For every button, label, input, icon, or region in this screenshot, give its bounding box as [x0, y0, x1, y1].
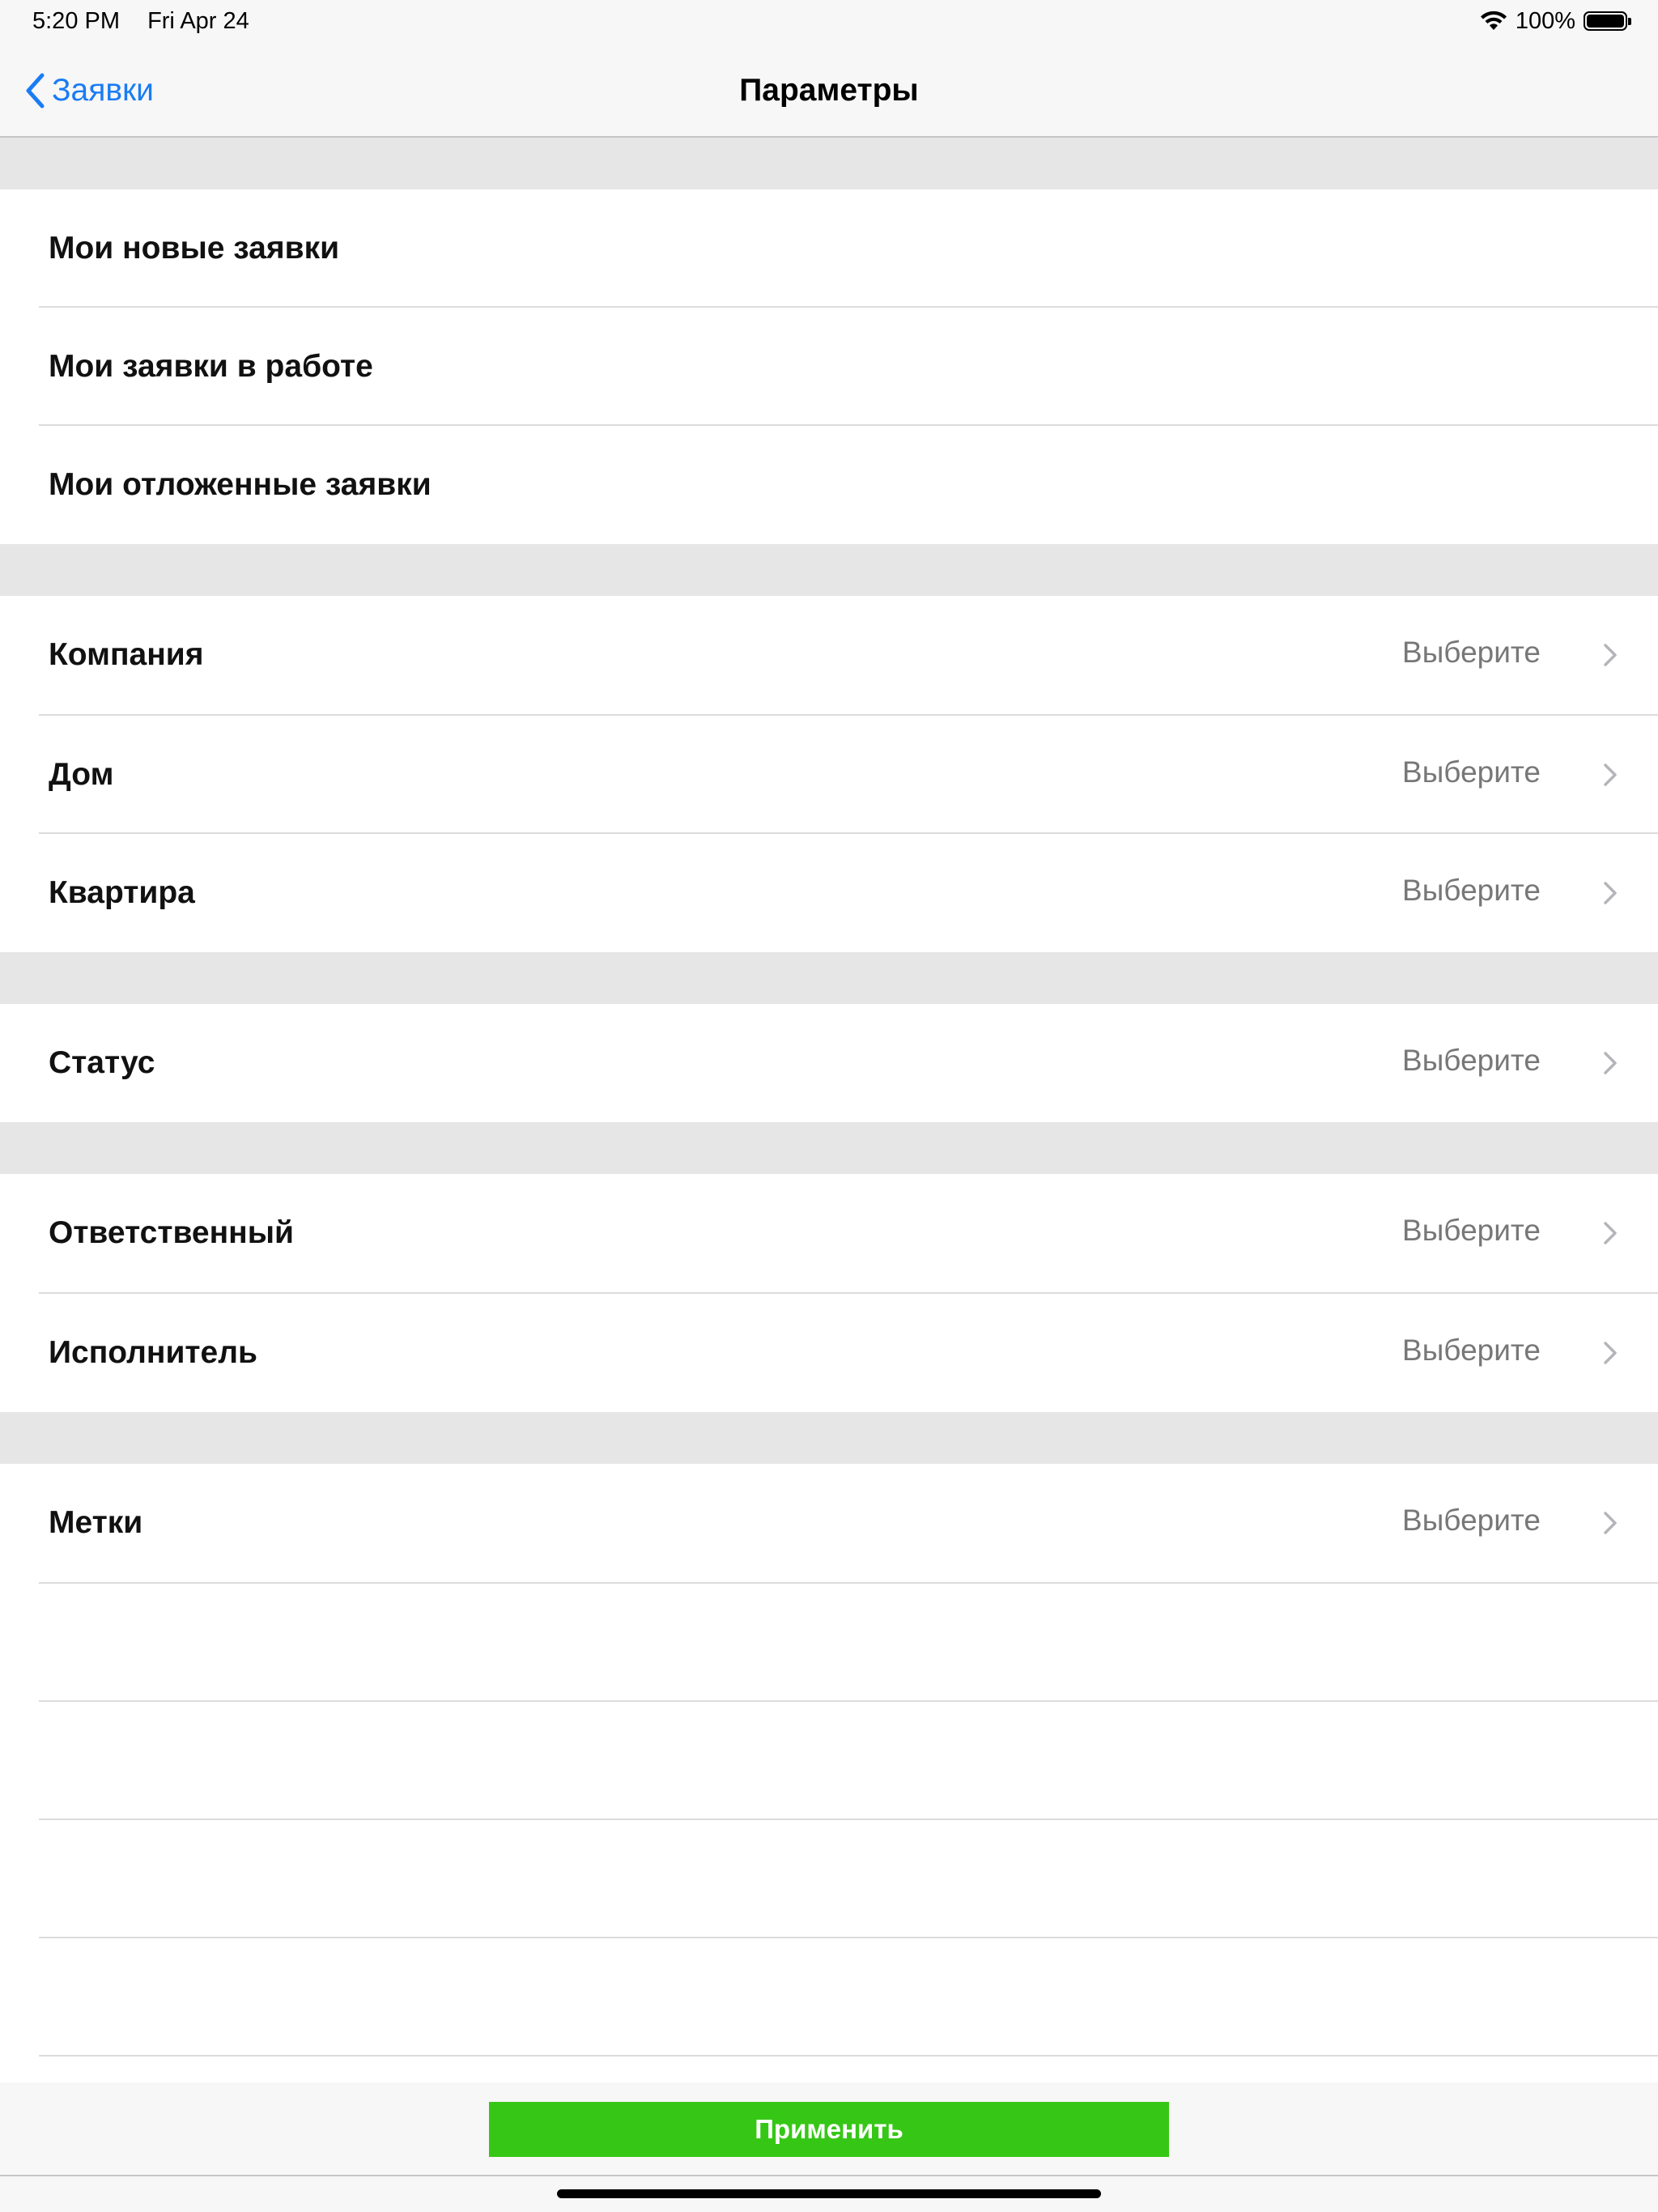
row-value: Выберите: [1402, 1334, 1541, 1367]
filter-row-responsible[interactable]: [0, 1174, 1658, 1292]
row-label: Мои новые заявки: [49, 231, 340, 266]
row-value: Выберите: [1402, 874, 1541, 907]
filter-row-apartment[interactable]: [0, 834, 1658, 952]
row-label: Статус: [49, 1045, 155, 1080]
row-divider: [39, 1582, 1658, 1584]
section-gap: [0, 544, 1658, 596]
row-divider: [39, 1937, 1658, 1938]
status-right: [1480, 6, 1627, 36]
chevron-right-icon: [1603, 1051, 1618, 1075]
chevron-right-icon: [1603, 763, 1618, 787]
section-gap: [0, 952, 1658, 1004]
row-value: Выберите: [1402, 1214, 1541, 1247]
status-left: [32, 8, 270, 35]
section-gap: [0, 1412, 1658, 1464]
chevron-right-icon: [1603, 643, 1618, 667]
status-time: 5:20 PM: [32, 8, 120, 34]
wifi-icon: [1480, 11, 1507, 32]
row-label: Метки: [49, 1505, 143, 1540]
filter-row-house[interactable]: [0, 716, 1658, 834]
row-label: Ответственный: [49, 1215, 294, 1250]
row-label: Квартира: [49, 875, 195, 910]
home-indicator: [557, 2189, 1101, 2198]
row-divider: [39, 1700, 1658, 1702]
row-value: Выберите: [1402, 1504, 1541, 1537]
status-bar: [0, 0, 1658, 44]
chevron-right-icon: [1603, 1341, 1618, 1365]
back-button-label: Заявки: [52, 73, 154, 108]
row-value: Выберите: [1402, 1044, 1541, 1077]
apply-button[interactable]: Применить: [489, 2102, 1169, 2157]
row-label: Мои заявки в работе: [49, 349, 373, 384]
row-label: Компания: [49, 637, 204, 672]
battery-percent: 100%: [1515, 7, 1575, 34]
row-label: Дом: [49, 757, 114, 792]
chevron-right-icon: [1603, 1221, 1618, 1245]
filter-row-status[interactable]: [0, 1004, 1658, 1122]
row-divider: [39, 1819, 1658, 1820]
section-gap: [0, 1122, 1658, 1174]
filter-row-my-postponed[interactable]: [0, 426, 1658, 544]
filter-row-executor[interactable]: [0, 1294, 1658, 1412]
row-divider: [39, 2055, 1658, 2057]
battery-icon: [1584, 11, 1627, 31]
row-label: Исполнитель: [49, 1335, 257, 1370]
filter-row-company[interactable]: [0, 596, 1658, 714]
filter-row-my-new[interactable]: [0, 189, 1658, 308]
filter-row-tags[interactable]: [0, 1464, 1658, 1582]
row-value: Выберите: [1402, 636, 1541, 669]
row-label: Мои отложенные заявки: [49, 467, 432, 502]
row-value: Выберите: [1402, 755, 1541, 789]
chevron-right-icon: [1603, 881, 1618, 905]
section-gap: [0, 138, 1658, 189]
page-title: Параметры: [739, 73, 919, 108]
status-date: Fri Apr 24: [147, 8, 249, 34]
chevron-right-icon: [1603, 1511, 1618, 1535]
navigation-bar: [0, 44, 1658, 138]
filter-row-my-in-progress[interactable]: [0, 308, 1658, 426]
footer-divider: [0, 2175, 1658, 2176]
